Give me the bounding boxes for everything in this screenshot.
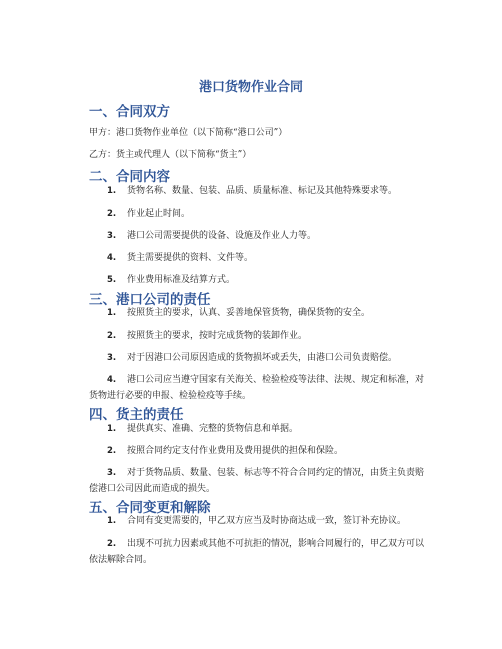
list-item xyxy=(89,350,424,366)
section-heading-contents: 二、合同内容 xyxy=(89,169,170,185)
list-item-number: 2. xyxy=(107,539,117,549)
list-item xyxy=(89,443,424,459)
list-item xyxy=(89,536,424,568)
section-heading-change-and-termination: 五、合同变更和解除 xyxy=(89,500,211,516)
list-item-text: 作业费用标准及结算方式。 xyxy=(127,275,236,285)
list-item-number: 5. xyxy=(107,275,117,285)
list-item-number: 1. xyxy=(107,308,117,318)
list-item xyxy=(89,305,424,321)
list-item-number: 4. xyxy=(107,375,117,385)
list-item-text: 货物名称、数量、包装、品质、质量标准、标记及其他特殊要求等。 xyxy=(127,186,398,196)
list-item xyxy=(89,421,424,437)
list-item xyxy=(89,183,424,199)
list-item xyxy=(89,513,424,529)
list-item-number: 1. xyxy=(107,424,117,434)
list-item-number: 2. xyxy=(107,331,117,341)
list-item-number: 3. xyxy=(107,231,117,241)
list-item-text: 出现不可抗力因素或其他不可抗拒的情况，影响合同履行的，甲乙双方可以依法解除合同。 xyxy=(89,539,425,565)
list-item xyxy=(89,272,424,288)
list-item-text: 提供真实、准确、完整的货物信息和单据。 xyxy=(127,424,299,434)
list-item xyxy=(89,228,424,244)
party-b-paragraph: 乙方：货主或代理人（以下简称“货主”） xyxy=(89,150,252,160)
list-item-number: 1. xyxy=(107,186,117,196)
list-item-number: 4. xyxy=(107,253,117,263)
list-item xyxy=(89,328,424,344)
list-item-text: 港口公司应当遵守国家有关海关、检验检疫等法律、法规、规定和标准，对货物进行必要的申报、检验检疫等手续。 xyxy=(89,375,425,401)
list-item-number: 3. xyxy=(107,468,117,478)
list-item-text: 作业起止时间。 xyxy=(127,209,191,219)
list-item-number: 2. xyxy=(107,209,117,219)
list-item-number: 3. xyxy=(107,353,117,363)
party-a-paragraph: 甲方：港口货物作业单位（以下简称“港口公司”） xyxy=(89,128,288,138)
section-heading-cargo-owner-duties: 四、货主的责任 xyxy=(89,407,184,423)
list-item-text: 按照货主的要求，按时完成货物的装卸作业。 xyxy=(127,331,308,341)
list-item-text: 货主需要提供的资料、文件等。 xyxy=(127,253,254,263)
list-item-text: 按照货主的要求，认真、妥善地保管货物，确保货物的安全。 xyxy=(127,308,371,318)
list-item-text: 合同有变更需要的，甲乙双方应当及时协商达成一致，签订补充协议。 xyxy=(127,516,407,526)
section-heading-parties: 一、合同双方 xyxy=(89,104,170,120)
list-item-text: 对于因港口公司原因造成的货物损坏或丢失，由港口公司负责赔偿。 xyxy=(127,353,398,363)
list-item-text: 对于货物品质、数量、包装、标志等不符合合同约定的情况，由货主负责赔偿港口公司因此而造成的损失。 xyxy=(89,468,425,494)
list-item-number: 1. xyxy=(107,516,117,526)
list-item xyxy=(89,206,424,222)
list-item-text: 港口公司需要提供的设备、设施及作业人力等。 xyxy=(127,231,317,241)
section-heading-port-company-duties: 三、港口公司的责任 xyxy=(89,292,211,308)
list-item xyxy=(89,465,424,497)
list-item xyxy=(89,250,424,266)
list-item-text: 按照合同约定支付作业费用及费用提供的担保和保险。 xyxy=(127,446,344,456)
list-item xyxy=(89,372,424,404)
list-item-number: 2. xyxy=(107,446,117,456)
document-title: 港口货物作业合同 xyxy=(198,80,303,95)
